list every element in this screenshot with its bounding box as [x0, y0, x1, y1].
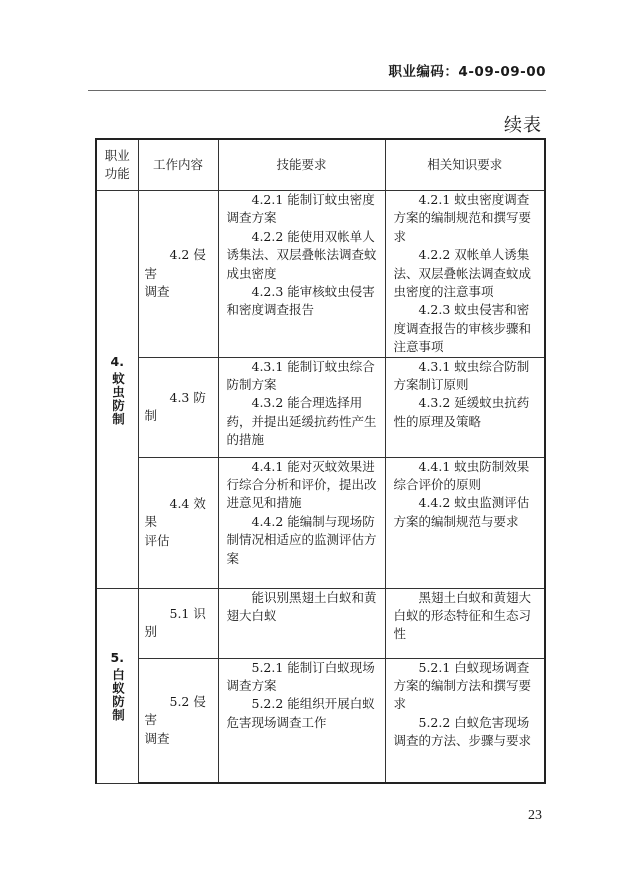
- skill-item: 能识别黑翅土白蚁和黄翅大白蚁: [226, 589, 377, 624]
- knowledge-cell: [385, 357, 545, 457]
- continued-label: 续表: [504, 115, 542, 136]
- work-content-text: 4.3 防制: [144, 389, 206, 424]
- skill-item: 4.2.3 能审核蚊虫侵害和密度调查报告: [226, 284, 375, 318]
- knowledge-item: 4.4.2 蚊虫监测评估方案的编制规范与要求: [393, 495, 530, 529]
- skills-cell: [218, 357, 385, 457]
- skills-table: [95, 138, 546, 784]
- table-row: [96, 588, 545, 658]
- function-name: 白蚁防制: [110, 667, 126, 722]
- knowledge-item: 黑翅土白蚁和黄翅大白蚁的形态特征和生态习性: [393, 589, 532, 642]
- function-cell: [96, 191, 138, 589]
- skills-cell: [218, 588, 385, 658]
- table-row: [96, 457, 545, 588]
- knowledge-item: 5.2.1 白蚁现场调查方案的编制方法和撰写要求: [393, 659, 532, 712]
- function-cell: [96, 588, 138, 783]
- skill-item: 5.2.2 能组织开展白蚁危害现场调查工作: [226, 696, 375, 730]
- work-content-text: 调查: [144, 730, 170, 746]
- skill-item: 4.2.2 能使用双帐单人诱集法、双层叠帐法调查蚊成虫密度: [226, 228, 377, 281]
- skill-item: 4.3.1 能制订蚊虫综合防制方案: [226, 358, 375, 393]
- skills-cell: [218, 457, 385, 588]
- work-content-cell: [138, 357, 218, 457]
- knowledge-item: 4.2.3 蚊虫侵害和密度调查报告的审核步骤和注意事项: [393, 302, 532, 355]
- skill-item: 4.4.1 能对灭蚊效果进行综合分析和评价，提出改进意见和措施: [226, 458, 377, 511]
- skill-item: 5.2.1 能制订白蚁现场调查方案: [226, 659, 375, 694]
- knowledge-item: 5.2.2 白蚁危害现场调查的方法、步骤与要求: [393, 714, 532, 749]
- header-work: 工作内容: [138, 139, 218, 191]
- occupation-code: 职业编码：4-09-09-00: [388, 64, 546, 80]
- work-content-text: 5.2 侵害: [144, 693, 206, 728]
- work-content-text: 评估: [144, 532, 170, 548]
- work-content-cell: [138, 191, 218, 358]
- header-function-line2: 功能: [104, 166, 130, 181]
- knowledge-cell: [385, 191, 545, 358]
- knowledge-item: 4.3.2 延缓蚊虫抗药性的原理及策略: [393, 395, 530, 429]
- work-content-text: 调查: [144, 284, 170, 300]
- header-function-line1: 职业: [104, 147, 130, 163]
- skill-item: 4.2.1 能制订蚊虫密度调查方案: [226, 192, 375, 226]
- table-header-row: [96, 139, 545, 191]
- page-number: 23: [528, 808, 542, 823]
- work-content-text: 4.2 侵害: [144, 247, 206, 281]
- skill-item: 4.4.2 能编制与现场防制情况相适应的监测评估方案: [226, 513, 377, 566]
- function-number: 4.: [110, 354, 124, 370]
- work-content-cell: [138, 588, 218, 658]
- skills-cell: [218, 658, 385, 783]
- skills-cell: [218, 191, 385, 358]
- table-row: [96, 658, 545, 783]
- knowledge-item: 4.4.1 蚊虫防制效果综合评价的原则: [393, 458, 530, 493]
- work-content-text: 5.1 识别: [144, 605, 206, 640]
- knowledge-item: 4.2.1 蚊虫密度调查方案的编制规范和撰写要求: [393, 192, 532, 244]
- knowledge-cell: [385, 658, 545, 783]
- knowledge-item: 4.2.2 双帐单人诱集法、双层叠帐法调查蚊成虫密度的注意事项: [393, 247, 532, 300]
- header-function: [96, 139, 138, 191]
- header-rule: [88, 90, 546, 91]
- header-skills: 技能要求: [218, 139, 385, 191]
- knowledge-item: 4.3.1 蚊虫综合防制方案制订原则: [393, 358, 530, 393]
- header-knowledge: 相关知识要求: [385, 139, 545, 191]
- table-row: [96, 191, 545, 358]
- knowledge-cell: [385, 588, 545, 658]
- knowledge-cell: [385, 457, 545, 588]
- work-content-cell: [138, 457, 218, 588]
- work-content-cell: [138, 658, 218, 783]
- table-row: [96, 357, 545, 457]
- function-number: 5.: [110, 650, 124, 666]
- work-content-text: 4.4 效果: [144, 496, 206, 530]
- function-name: 蚊虫防制: [110, 371, 126, 426]
- skill-item: 4.3.2 能合理选择用药，并提出延缓抗药性产生的措施: [226, 395, 377, 448]
